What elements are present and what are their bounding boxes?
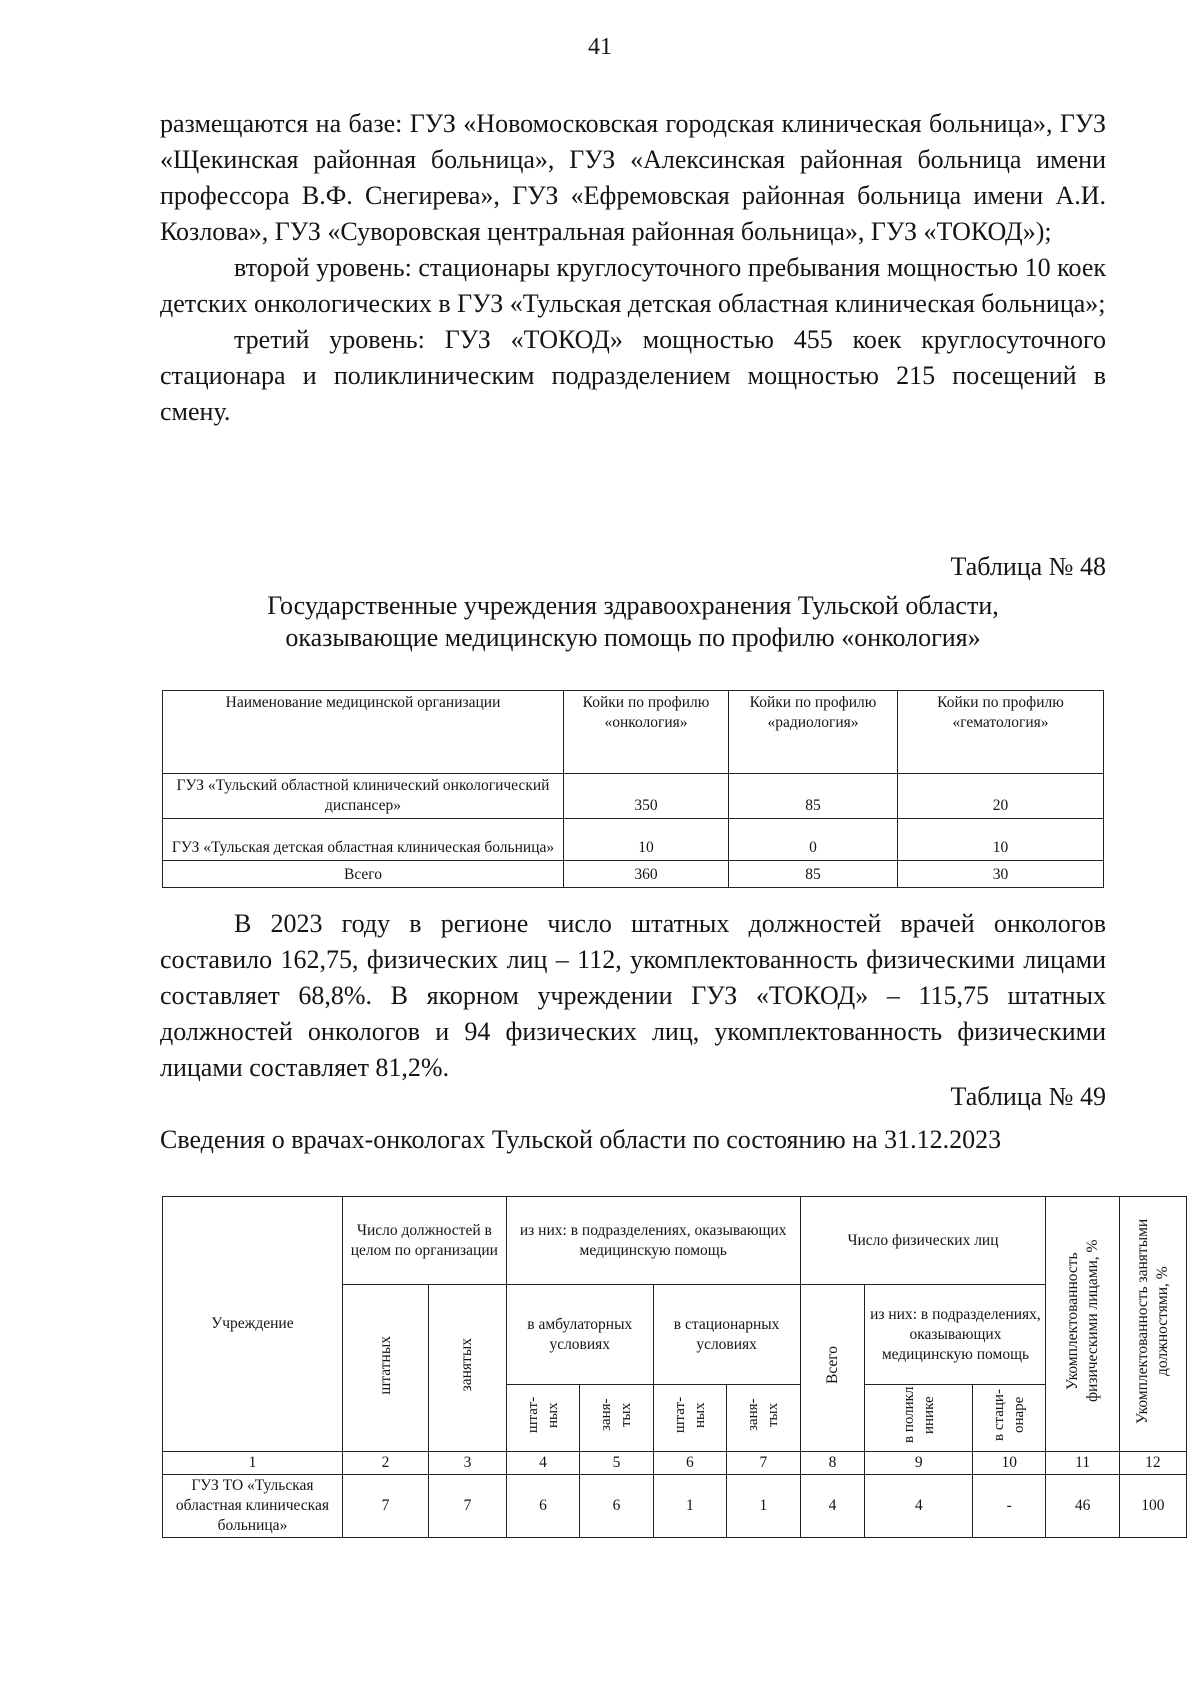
header-clinic <box>865 1385 973 1452</box>
header-staffing-positions <box>1119 1197 1186 1452</box>
paragraph: третий уровень: ГУЗ «ТОКОД» мощностью 455 коек круглосуточного стационара и поликлиническим подразделением мощностью 215 посещений в смену. <box>160 325 1106 426</box>
column-number: 9 <box>865 1452 973 1475</box>
table-cell: 360 <box>564 861 729 888</box>
header-inp-staff-text: штат-ных <box>671 1396 708 1434</box>
paragraph: второй уровень: стационары круглосуточного пребывания мощностью 10 коек детских онкологических в ГУЗ «Тульская детская областная клиническая больница»; <box>160 253 1106 318</box>
column-number: 6 <box>653 1452 726 1475</box>
table-cell: 1 <box>727 1475 800 1538</box>
table-cell: 20 <box>898 774 1104 819</box>
table-cell: - <box>972 1475 1045 1538</box>
header-occupied-text: занятых <box>458 1338 476 1392</box>
header-amb-staff <box>506 1385 579 1452</box>
table-cell: 85 <box>729 774 898 819</box>
header-staffing-positions-text: Укомплектованность занятыми должностями, % <box>1133 1218 1171 1424</box>
table-cell: ГУЗ «Тульский областной клинический онкологический диспансер» <box>163 774 564 819</box>
table-cell: 7 <box>342 1475 428 1538</box>
header-positions: Число должностей в целом по организации <box>342 1197 506 1285</box>
header-institution: Учреждение <box>163 1197 343 1452</box>
table-48-title-line: оказывающие медицинскую помощь по профилю «онкология» <box>285 623 981 652</box>
paragraph: размещаются на базе: ГУЗ «Новомосковская городская клиническая больница», ГУЗ «Щекинская районная больница», ГУЗ «Алексинская районная больница имени профессора В.Ф. Снегирева», ГУЗ «Ефремовская районная больница имени А.И. Козлова», ГУЗ «Суворовская центральная районная больница», ГУЗ «ТОКОД»); <box>160 109 1106 246</box>
header-inpatient: в стационарных условиях <box>653 1285 800 1385</box>
table-49 <box>162 1196 1187 1538</box>
table-cell: 0 <box>729 819 898 861</box>
table-cell: 100 <box>1119 1475 1186 1538</box>
column-number: 1 <box>163 1452 343 1475</box>
table-cell: 10 <box>564 819 729 861</box>
table-48-header: Наименование медицинской организации <box>163 691 564 774</box>
column-number-row <box>163 1452 1187 1475</box>
header-inp-occupied-text: заня-тых <box>745 1398 782 1432</box>
column-number: 2 <box>342 1452 428 1475</box>
table-cell: 85 <box>729 861 898 888</box>
table-cell: 4 <box>800 1475 865 1538</box>
header-persons: Число физических лиц <box>800 1197 1046 1285</box>
header-amb-occupied <box>580 1385 653 1452</box>
column-number: 8 <box>800 1452 865 1475</box>
table-cell: 6 <box>580 1475 653 1538</box>
header-staff-text: штатных <box>376 1335 394 1395</box>
header-hospital-text: в стаци-онаре <box>991 1389 1028 1441</box>
column-number: 4 <box>506 1452 579 1475</box>
table-cell: 7 <box>429 1475 507 1538</box>
column-number: 11 <box>1046 1452 1119 1475</box>
header-total-text: Всего <box>823 1345 841 1384</box>
mid-text <box>160 906 1106 1086</box>
table-row <box>163 819 1104 861</box>
table-cell: Всего <box>163 861 564 888</box>
header-persons-sub: из них: в подразделениях, оказывающих медицинскую помощь <box>865 1285 1046 1385</box>
header-occupied <box>429 1285 507 1452</box>
header-amb-occupied-text: заня-тых <box>598 1398 635 1432</box>
header-total <box>800 1285 865 1452</box>
table-cell: 4 <box>865 1475 973 1538</box>
header-clinic-text: в поликл инике <box>900 1386 937 1444</box>
header-amb-staff-text: штат-ных <box>525 1396 562 1434</box>
table-48-caption: Таблица № 48 <box>950 552 1106 581</box>
table-48-header: Койки по профилю «радиология» <box>729 691 898 774</box>
table-48-title <box>160 590 1106 654</box>
header-inp-occupied <box>727 1385 800 1452</box>
header-subdivisions: из них: в подразделениях, оказывающих медицинскую помощь <box>506 1197 800 1285</box>
table-49-caption: Таблица № 49 <box>950 1082 1106 1111</box>
paragraph: В 2023 году в регионе число штатных должностей врачей онкологов составило 162,75, физических лиц – 112, укомплектованность физическими лицами составляет 68,8%. В якорном учреждении ГУЗ «ТОКОД» – 115,75 штатных должностей онкологов и 94 физических лиц, укомплектованность физическими лицами составляет 81,2%. <box>160 909 1106 1082</box>
header-staffing-persons-text: Укомплектованность физическими лицами, % <box>1063 1239 1101 1403</box>
header-hospital <box>972 1385 1045 1452</box>
table-row <box>163 1475 1187 1538</box>
table-48 <box>162 690 1104 888</box>
table-cell: 350 <box>564 774 729 819</box>
table-cell: ГУЗ ТО «Тульская областная клиническая больница» <box>163 1475 343 1538</box>
header-ambulatory: в амбулаторных условиях <box>506 1285 653 1385</box>
table-48-title-line: Государственные учреждения здравоохранения Тульской области, <box>267 591 999 620</box>
table-row <box>163 774 1104 819</box>
table-cell: 30 <box>898 861 1104 888</box>
column-number: 7 <box>727 1452 800 1475</box>
intro-text <box>160 106 1106 430</box>
column-number: 10 <box>972 1452 1045 1475</box>
table-cell: ГУЗ «Тульская детская областная клиническая больница» <box>163 819 564 861</box>
column-number: 5 <box>580 1452 653 1475</box>
table-cell: 10 <box>898 819 1104 861</box>
table-cell: 6 <box>506 1475 579 1538</box>
table-cell: 46 <box>1046 1475 1119 1538</box>
table-row <box>163 861 1104 888</box>
table-49-title: Сведения о врачах-онкологах Тульской области по состоянию на 31.12.2023 <box>160 1125 1002 1154</box>
header-staffing-persons <box>1046 1197 1119 1452</box>
header-staff <box>342 1285 428 1452</box>
table-48-header: Койки по профилю «гематология» <box>898 691 1104 774</box>
header-inp-staff <box>653 1385 726 1452</box>
column-number: 12 <box>1119 1452 1186 1475</box>
table-48-header: Койки по профилю «онкология» <box>564 691 729 774</box>
page-number: 41 <box>588 34 612 60</box>
table-cell: 1 <box>653 1475 726 1538</box>
column-number: 3 <box>429 1452 507 1475</box>
